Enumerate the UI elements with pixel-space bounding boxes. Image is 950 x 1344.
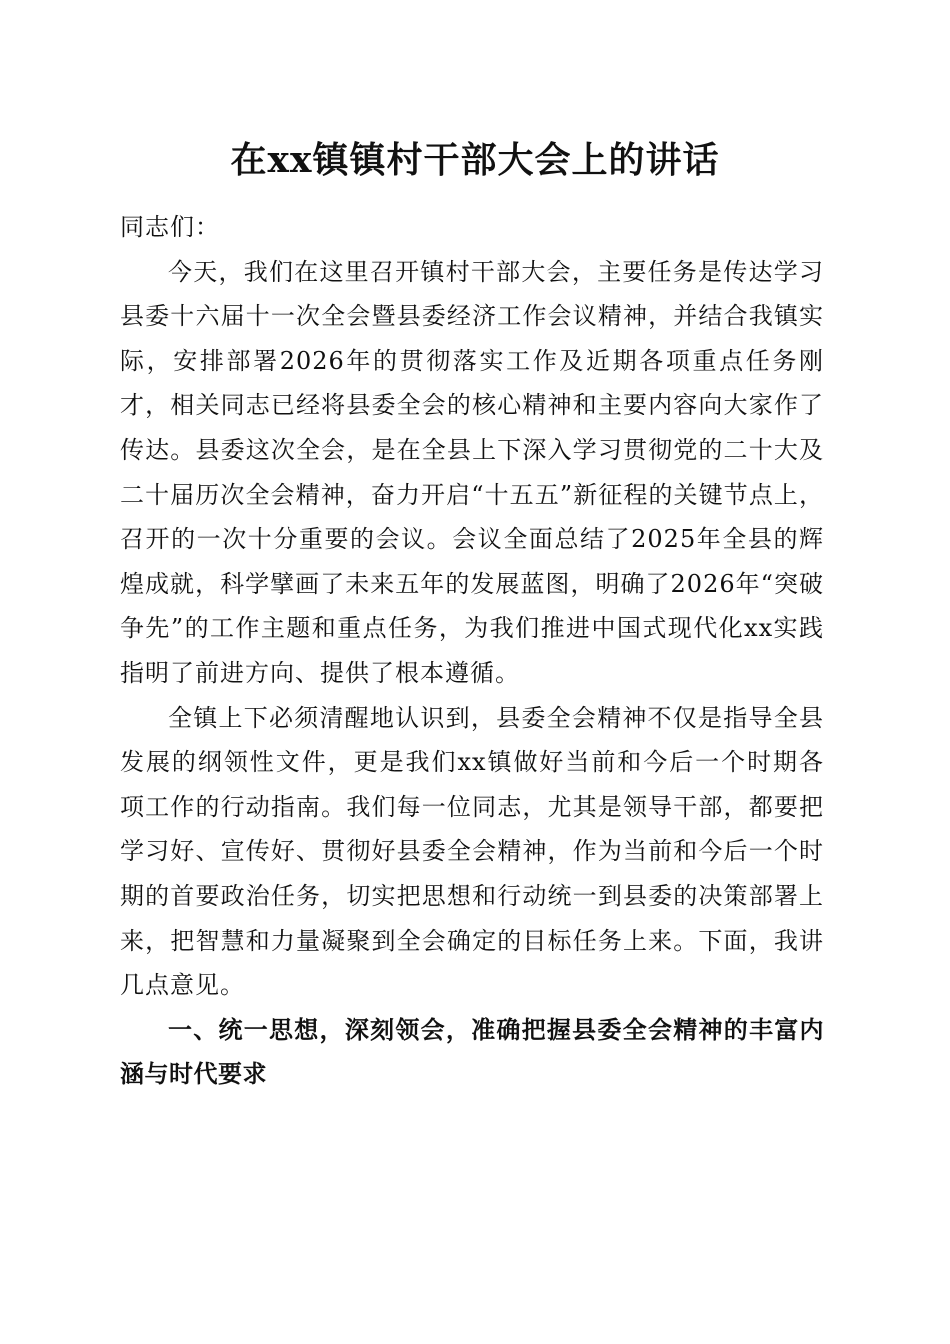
document-body (120, 205, 824, 1097)
paragraph-requirements: 全镇上下必须清醒地认识到，县委全会精神不仅是指导全县发展的纲领性文件，更是我们xx镇做好当前和今后一个时期各项工作的行动指南。我们每一位同志，尤其是领导干部，都要把学习好、宣传好、贯彻好县委全会精神，作为当前和今后一个时期的首要政治任务，切实把思想和行动统一到县委的决策部署上来，把智慧和力量凝聚到全会确定的目标任务上来。下面，我讲几点意见。 (120, 703, 824, 1000)
paragraph-opening: 今天，我们在这里召开镇村干部大会，主要任务是传达学习县委十六届十一次全会暨县委经济工作会议精神，并结合我镇实际，安排部署2026年的贯彻落实工作及近期各项重点任务刚才，相关同志已经将县委全会的核心精神和主要内容向大家作了传达。县委这次全会，是在全县上下深入学习贯彻党的二十大及二十届历次全会精神，奋力开启“十五五”新征程的关键节点上，召开的一次十分重要的会议。会议全面总结了2025年全县的辉煌成就，科学擘画了未来五年的发展蓝图，明确了2026年“突破争先”的工作主题和重点任务，为我们推进中国式现代化xx实践指明了前进方向、提供了根本遵循。 (120, 257, 824, 687)
salutation: 同志们： (120, 213, 220, 241)
section-heading-one: 一、统一思想，深刻领会，准确把握县委全会精神的丰富内涵与时代要求 (120, 1015, 824, 1089)
document-title: 在xx镇镇村干部大会上的讲话 (230, 139, 720, 181)
